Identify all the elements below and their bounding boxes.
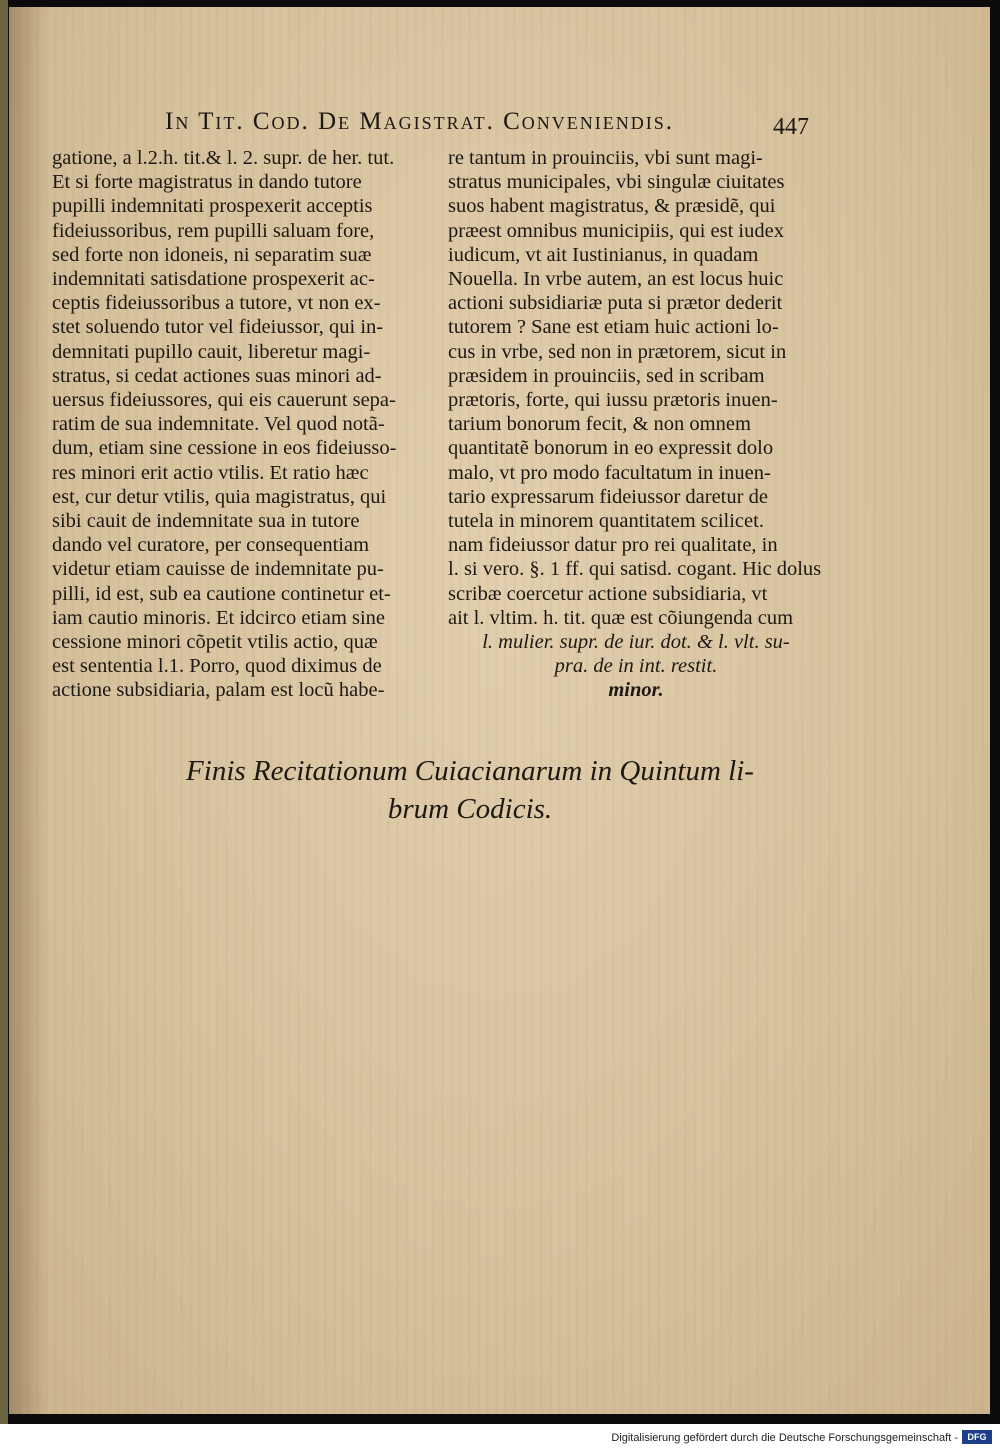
text-line: sibi cauit de indemnitate sua in tutore [52, 510, 360, 533]
text-line: cus in vrbe, sed non in prætorem, sicut in [448, 340, 787, 363]
text-line: præest omnibus municipiis, qui est iudex [448, 219, 784, 242]
text-line: est, cur detur vtilis, quia magistratus, qui [52, 485, 387, 508]
book-edge [0, 0, 8, 1424]
text-line: minor. [608, 679, 664, 702]
text-line: pilli, id est, sub ea cautione continetur et- [52, 582, 391, 605]
text-line: l. si vero. §. 1 ff. qui satisd. cogant. Hic dolus [448, 558, 822, 581]
text-line: stratus, si cedat actiones suas minori ad- [52, 364, 382, 387]
text-line: suos habent magistratus, & præsidẽ, qui [448, 195, 776, 218]
text-line: ceptis fideiussoribus a tutore, vt non ex- [52, 292, 381, 315]
gutter-shadow [9, 7, 49, 1414]
text-line: tarium bonorum fecit, & non omnem [448, 413, 751, 436]
text-line: præsidem in prouinciis, sed in scribam [448, 364, 765, 387]
text-line: malo, vt pro modo facultatum in inuen- [448, 461, 771, 484]
text-line: nam fideiussor datur pro rei qualitate, in [448, 534, 778, 557]
running-header [50, 108, 870, 142]
text-line: demnitati pupillo cauit, liberetur magi- [52, 340, 371, 363]
colophon-line: brum Codicis. [387, 793, 553, 825]
text-line: fideiussoribus, rem pupilli saluam fore, [52, 219, 375, 242]
text-line: re tantum in prouinciis, vbi sunt magi- [448, 147, 763, 169]
text-line: pupilli indemnitati prospexerit acceptis [52, 195, 373, 218]
text-line: stet soluendo tutor vel fideiussor, qui in- [52, 316, 384, 339]
colophon-line: Finis Recitationum Cuiacianarum in Quintum li- [186, 755, 754, 787]
text-line: tutorem ? Sane est etiam huic actioni lo- [448, 316, 779, 339]
text-line: res minori erit actio vtilis. Et ratio hæc [52, 461, 369, 484]
dfg-logo: DFG [962, 1430, 992, 1444]
text-line: dando vel curatore, per consequentiam [52, 534, 370, 557]
text-line: actioni subsidiariæ puta si prætor dederit [448, 292, 783, 315]
text-line: uersus fideiussores, qui eis cauerunt sepa- [52, 389, 396, 412]
right-column [448, 146, 824, 703]
text-line: stratus municipales, vbi singulæ ciuitates [448, 171, 785, 194]
footer-bar [0, 1424, 1000, 1452]
text-line: Nouella. In vrbe autem, an est locus huic [448, 268, 784, 291]
text-line: ratim de sua indemnitate. Vel quod notã- [52, 413, 385, 436]
running-title: In Tit. Cod. De Magistrat. Conveniendis. [165, 108, 674, 135]
left-column [52, 146, 430, 703]
text-line: scribæ coercetur actione subsidiaria, vt [448, 582, 768, 605]
text-line: pra. de in int. restit. [554, 655, 718, 678]
text-line: est sententia l.1. Porro, quod diximus de [52, 655, 382, 678]
text-line: prætoris, forte, qui iussu prætoris inuen- [448, 389, 778, 412]
text-line: iudicum, vt ait Iustinianus, in quadam [448, 243, 759, 266]
text-line: cessione minori cõpetit vtilis actio, quæ [52, 631, 378, 654]
text-line: quantitatẽ bonorum in eo expressit dolo [448, 437, 774, 460]
text-line: actione subsidiaria, palam est locũ habe- [52, 679, 385, 702]
text-line: Et si forte magistratus in dando tutore [52, 171, 362, 194]
text-line: dum, etiam sine cessione in eos fideiusso- [52, 437, 397, 460]
text-line: iam cautio minoris. Et idcirco etiam sine [52, 606, 386, 629]
text-line: gatione, a l.2.h. tit.& l. 2. supr. de her. tut. [52, 147, 395, 169]
text-line: indemnitati satisdatione prospexerit ac- [52, 268, 375, 291]
text-line: tutela in minorem quantitatem scilicet. [448, 510, 764, 533]
page-number: 447 [773, 114, 809, 140]
colophon [140, 752, 800, 828]
text-line: tario expressarum fideiussor daretur de [448, 485, 768, 508]
text-line: ait l. vltim. h. tit. quæ est cõiungenda cum [448, 606, 794, 629]
funding-credit: Digitalisierung gefördert durch die Deutsche Forschungsgemeinschaft - [611, 1432, 958, 1444]
text-line: videtur etiam cauisse de indemnitate pu- [52, 558, 384, 581]
text-line: sed forte non idoneis, ni separatim suæ [52, 243, 372, 266]
text-line: l. mulier. supr. de iur. dot. & l. vlt. su- [482, 631, 790, 654]
